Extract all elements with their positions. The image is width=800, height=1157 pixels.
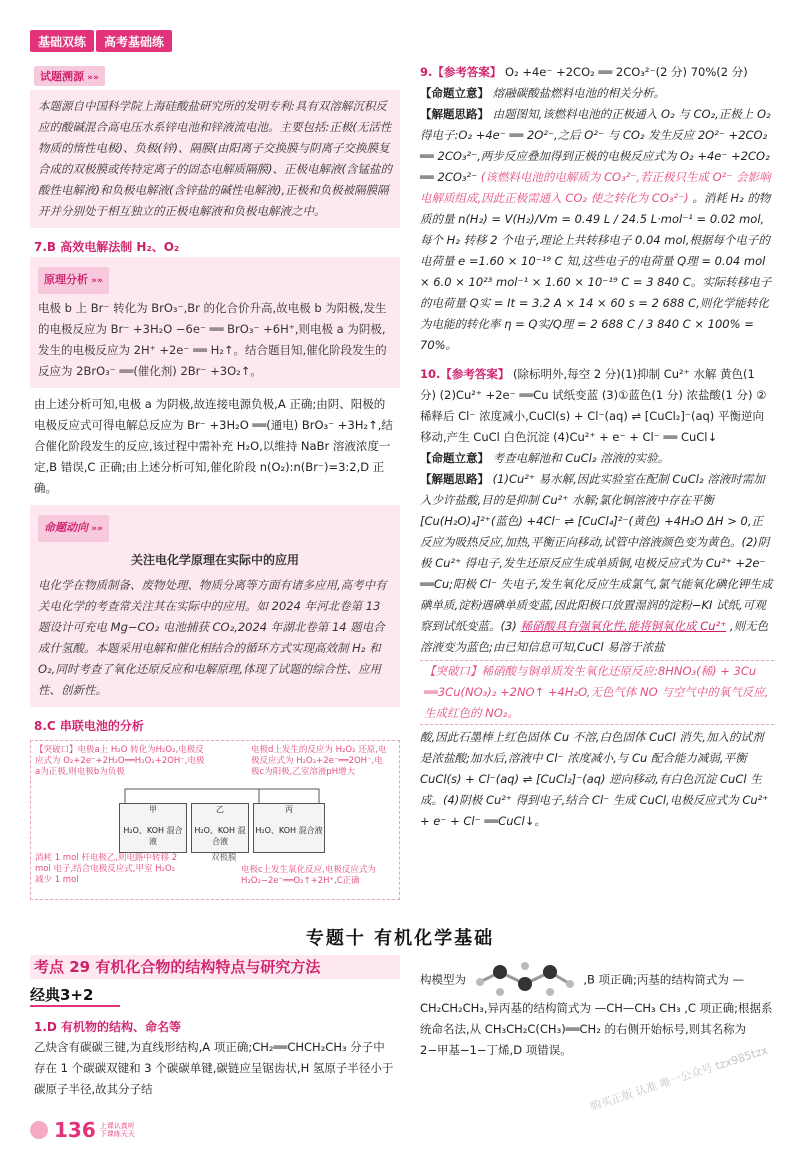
cell-yi-label: 乙 — [216, 805, 224, 814]
q9-answer: O₂ +4e⁻ +2CO₂ ══ 2CO₃²⁻(2 分) 70%(2 分) — [505, 65, 748, 79]
analysis-text: 由上述分析可知,电极 a 为阴极,故连接电源负极,A 正确;由阴、阳极的电极反应式可得电解总反应为 Br⁻ +3H₂O ══(通电) BrO₃⁻ +3H₂↑,结合催化阶段发生的反应,该过程中需补充 H₂O,以维持 NaBr 溶液浓度一定,B 错误,C 正确;由上述分析可知,催化阶段 n(O₂):n(Br⁻)=3:2,D 正确。 — [34, 397, 393, 495]
model-text-c: ,C 项正确;根据系统命名法,从 CH₃CH₂C(CH₃)══CH₂ 的右侧开始标号,则其名称为 2−甲基−1−丁烯,D 项错误。 — [420, 1001, 773, 1057]
tag-principle: 原理分析 »» — [38, 267, 109, 294]
tag-trend: 命题动向 »» — [38, 515, 109, 542]
page-footer — [30, 1118, 135, 1142]
trend-text: 电化学在物质制备、废物处理、物质分离等方面有诸多应用,高考中有关电化学的考查常关注其在实际中的应用。如 2024 年河北卷第 13 题设计可充电 Mg−CO₂ 电池捕获 CO₂,2024 年湖北卷第 14 题电合成什氢酸。本题采用电解和催化相结合的循环方式实现高效制 H₂ 和 O₂,同时考查了氧化还原反应和电解原理,体现了试题的综合性、应用性、创新性。 — [38, 578, 387, 697]
cell-bing-solution: H₂O、KOH 混合液 — [255, 826, 323, 835]
classic-title: 经典3+2 — [30, 986, 94, 1004]
question-10-answer — [416, 364, 778, 448]
page-number: 136 — [54, 1118, 96, 1142]
cell-yi-solution: H₂O、KOH 混合液 — [194, 826, 246, 846]
page-slogan — [100, 1122, 135, 1138]
diagram-membrane: 双极膜 — [211, 853, 237, 863]
header-band-1: 基础双练 — [30, 30, 94, 52]
q10-tip: 【突破口】稀硝酸与铜单质发生氧化还原反应:8HNO₃(稀) + 3Cu ══3Cu(NO₃)₂ +2NO↑ +4H₂O,无色气体 NO 与空气中的氧气反应,生成红色的 NO₂。 — [420, 660, 774, 725]
q10-think-a: (1)Cu²⁺ 易水解,因此实验室在配制 CuCl₂ 溶液时需加入少许盐酸,目的是抑制 Cu²⁺ 水解;氯化铜溶液中存在平衡 [Cu(H₂O)₄]²⁺(蓝色) +4Cl⁻ ⇌ [CuCl₄]²⁻(黄色) +4H₂O ΔH > 0,正反应为吸热反应,加热,平衡正向移动,试管中溶液颜色变为黄色。(2)阴极 Cu²⁺ 得电子,发生还原反应生成单质铜,电极反应式为 Cu²⁺ +2e⁻ ══Cu;阳极 Cl⁻ 失电子,发生氧化反应生成氯气,氯气能氧化碘化钾生成碘单质,淀粉遇碘单质变蓝,因此阳极口放置湿润的淀粉−KI 试纸,可观察到试纸变蓝。(3) — [420, 472, 773, 633]
isopropyl-structure: —CH—CH₃ CH₃ — [594, 1001, 681, 1015]
cell-jia — [119, 803, 187, 853]
principle-box — [30, 257, 400, 388]
left-column — [30, 62, 400, 906]
q9-think — [416, 104, 778, 356]
cell-jia-label: 甲 — [149, 805, 157, 814]
q10-idea — [416, 448, 778, 469]
cell-bing — [253, 803, 325, 853]
q9-idea-label: 【命题立意】 — [420, 86, 489, 100]
q10-idea-text: 考查电解池和 CuCl₂ 溶液的实验。 — [492, 451, 670, 465]
q9-think-text: 由题图知,该燃料电池的正极通入 O₂ 与 CO₂,正极上 O₂ 得电子:O₂ +4e⁻ ══ 2O²⁻,之后 O²⁻ 与 CO₂ 发生反应 2O²⁻ +2CO₂ ══ 2CO₃²⁻,两步反应叠加得到正极的电极反应式为 O₂ +4e⁻ +2CO₂ ══ 2CO₃²⁻ — [420, 107, 771, 184]
q10-think-label: 【解题思路】 — [420, 472, 489, 486]
question-1-head: 1.D 有机物的结构、命名等 — [34, 1020, 182, 1034]
principle-text: 电极 b 上 Br⁻ 转化为 BrO₃⁻,Br 的化合价升高,故电极 b 为阳极,发生的电极反应为 Br⁻ +3H₂O −6e⁻ ══ BrO₃⁻ +6H⁺,则电极 a 为阴极,发生的电极反应为 2H⁺ +2e⁻ ══ H₂↑。结合题目知,催化阶段发生的反应为 2BrO₃⁻ ══(催化剂) 2Br⁻ +3O₂↑。 — [38, 301, 387, 378]
series-cell-diagram — [30, 740, 400, 900]
classic-underline — [30, 1005, 120, 1007]
q10-think-c: 酸,因此石墨棒上红色固体 Cu 不溶,白色固体 CuCl 消失,加入的试剂是浓盐酸;加水后,溶液中 Cl⁻ 浓度减小,与 Cu 配合能力减弱,平衡 CuCl(s) + Cl⁻(aq) ⇌ [CuCl₂]⁻(aq) 逆向移动,有白色沉淀 CuCl 生成。(4)阴极 Cu²⁺ 得到电子,结合 Cl⁻ 生成 CuCl,电极反应式为 Cu²⁺ + e⁻ + Cl⁻ ══CuCl↓。 — [420, 730, 769, 828]
q9-idea-text: 熔融碳酸盐燃料电池的相关分析。 — [492, 86, 666, 100]
tag-trace: 试题溯源 »» — [34, 66, 105, 86]
q9-idea — [416, 83, 778, 104]
header-band-2: 高考基础练 — [96, 30, 172, 52]
question-7-head: 7.B 高效电解法制 H₂、O₂ — [34, 240, 180, 254]
question-1-text: 乙炔含有碳碳三键,为直线形结构,A 项正确;CH₂══CHCH₂CH₃ 分子中存在 1 个碳碳双键和 3 个碳碳单键,碳链应呈锯齿状,H 氢原子半径小于碳原子半径,故其分子结 — [34, 1040, 394, 1096]
cell-jia-solution: H₂O、KOH 混合液 — [123, 826, 183, 846]
question-9-answer — [416, 62, 778, 83]
q10-answer: (除标明外,每空 2 分)(1)抑制 Cu²⁺ 水解 黄色(1 分) (2)Cu²⁺ +2e⁻ ══Cu 试纸变蓝 (3)①蓝色(1 分) 浓盐酸(1 分) ②稀释后 Cl⁻ 浓度减小,CuCl(s) + Cl⁻(aq) ⇌ [CuCl₂]⁻(aq) 平衡逆向移动,产生 CuCl 白色沉淀 (4)Cu²⁺ + e⁻ + Cl⁻ ══ CuCl↓ — [420, 367, 767, 444]
model-text-b: ,B 项正确;丙基的结构简式为 —CH₂CH₂CH₃,异丙基的结构简式为 — [420, 972, 745, 1015]
flower-icon — [30, 1121, 48, 1139]
question-8-head: 8.C 串联电池的分析 — [34, 719, 144, 733]
bottom-right-column — [416, 962, 778, 1061]
section-title: 专题十 有机化学基础 — [305, 928, 495, 949]
diagram-wire — [119, 785, 329, 805]
diagram-note-bottom-right: 电极c上发生氧化反应,电极反应式为 H₂O₂−2e⁻══O₂↑+2H⁺,C正确 — [241, 865, 376, 886]
topic-title: 考点 29 有机化合物的结构特点与研究方法 — [34, 958, 321, 976]
model-label: 构模型为 — [420, 972, 466, 987]
diagram-note-top-left: 【突破口】电极a上 H₂O 转化为H₂O₂,电极反应式为 O₂+2e⁻+2H₂O══H₂O₂+2OH⁻,电极a为正极,则电极b为负极 — [35, 745, 205, 777]
q9-head: 9.【参考答案】 — [420, 65, 502, 79]
page-slogan-1: 上课认真听 — [99, 1122, 135, 1130]
q10-think-b: ,则无色溶液变为蓝色;由已知信息可知,CuCl 易溶于浓盐 — [420, 619, 769, 654]
q10-idea-label: 【命题立意】 — [420, 451, 489, 465]
q9-calc: 。消耗 H₂ 的物质的量 n(H₂) = V(H₂)/Vm = 0.49 L / 24.5 L·mol⁻¹ = 0.02 mol,每个 H₂ 转移 2 个电子,理论上共转移电子 0.04 mol,根据每个电子的电荷量 e =1.60 × 10⁻¹⁹ C 知,这些电子的电荷量 Q理 = 0.04 mol × 6.0 × 10²³ mol⁻¹ × 1.60 × 10⁻¹⁹ C = 3 840 C。实际转移电子的电荷量 Q实 = It = 3.2 A × 14 × 60 s = 2 688 C,则化学能转化为电能的转化率 η = Q实/Q理 = 2 688 C / 3 840 C × 100% = 70%。 — [420, 191, 772, 352]
watermark: 购买正版 认准 唯一公众号 tzx985tzx — [589, 1043, 770, 1114]
q9-think-label: 【解题思路】 — [420, 107, 489, 121]
q10-think-highlight: 稀硝酸具有强氧化性,能将铜氧化成 Cu²⁺ — [520, 619, 727, 633]
topic-bar — [30, 955, 400, 979]
trace-box: 本题源自中国科学院上海硅酸盐研究所的发明专利:具有双溶解沉积反应的酸碱混合高电压水系锌电池和锌液流电池。主要包括:正极(无活性物质的惰性电极)、负极(锌)、隔膜(由阳离子交换膜与阴离子交换膜复合成的双极膜或传特定离子的固态电解质隔膜)、正极电解液(含锰盐的酸性电解液)和负极电解液(含锌盐的碱性电解液),正极和负极被隔膜隔开并分别处于相互独立的正极电解液和负极电解液之中。 — [30, 90, 400, 228]
bottom-right-text — [416, 962, 778, 1061]
q10-think — [416, 469, 778, 658]
trend-title: 关注电化学原理在实际中的应用 — [130, 553, 299, 567]
q9-tip: (该燃料电池的电解质为 CO₃²⁻,若正极只生成 O²⁻ 会影响电解质组成,因此正极需通入 CO₂ 使之转化为 CO₃²⁻) — [420, 170, 771, 205]
cell-yi — [191, 803, 249, 853]
page-slogan-2: 下课练天天 — [99, 1130, 135, 1138]
diagram-note-top-right: 电极d上发生的反应为 H₂O₂ 还原,电极反应式为 H₂O₂+2e⁻══2OH⁻,电极c为阳极,乙室溶液pH增大 — [251, 745, 387, 777]
trend-box — [30, 505, 400, 707]
ball-stick-model-icon — [470, 962, 580, 998]
q10-head: 10.【参考答案】 — [420, 367, 510, 381]
cell-bing-label: 丙 — [285, 805, 293, 814]
bottom-left-column — [30, 1012, 400, 1100]
diagram-note-bottom-left: 消耗 1 mol 杆电极乙,则电路中转移 2 mol 电子,结合电极反应式,甲室 H₂O₂ 减少 1 mol — [35, 853, 178, 885]
right-column — [416, 62, 778, 832]
header-band — [30, 30, 174, 52]
